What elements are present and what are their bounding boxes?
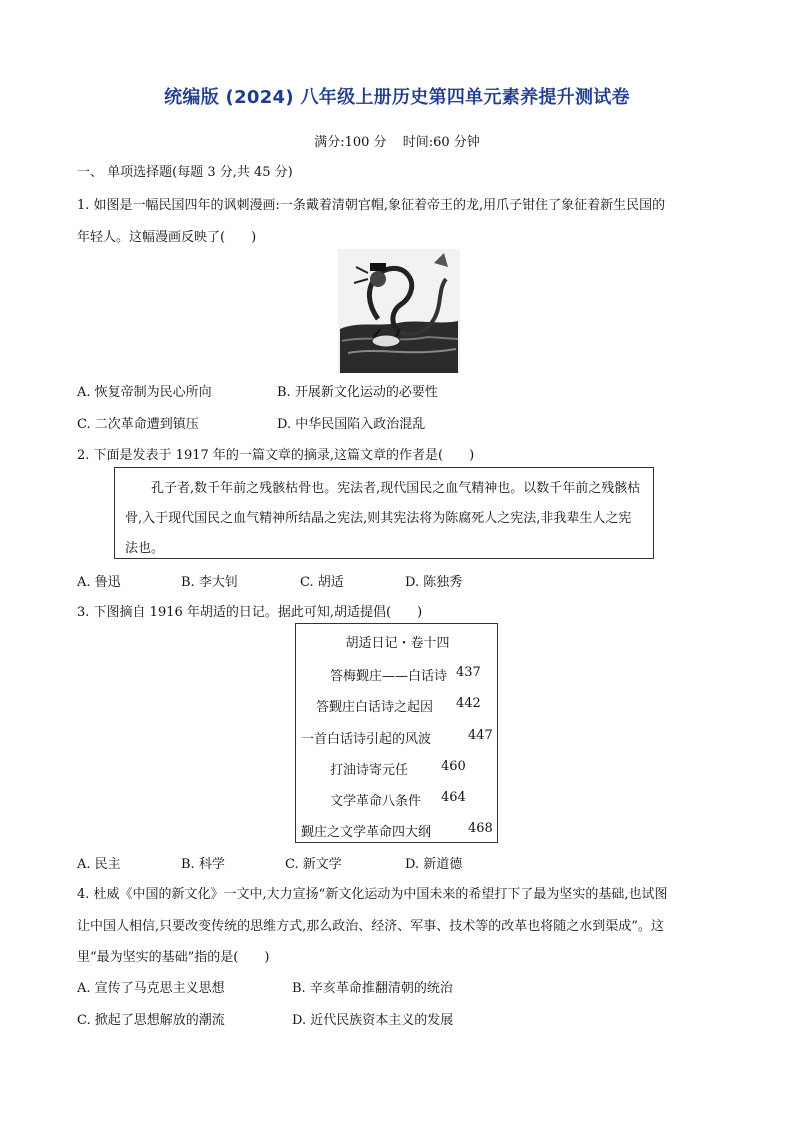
diary-entry-text: 答梅觐庄——白话诗 — [330, 669, 448, 684]
question-2-option-a[interactable]: A. 鲁迅 — [77, 575, 121, 590]
question-1-line-2: 年轻人。这幅漫画反映了( ) — [77, 230, 257, 245]
question-3-line-1: 3. 下图摘自 1916 年胡适的日记。据此可知,胡适提倡( ) — [77, 605, 423, 620]
cartoon-dragon-image — [338, 249, 460, 373]
diary-entry-text: 文学革命八条件 — [330, 794, 422, 809]
time-limit: 时间:60 分钟 — [402, 135, 480, 150]
question-1-line-1: 1. 如图是一幅民国四年的讽刺漫画:一条戴着清朝官帽,象征着帝王的龙,用爪子钳住了象征着新生民国的 — [77, 198, 666, 213]
question-3-option-c[interactable]: C. 新文学 — [285, 857, 342, 872]
quote-excerpt-box — [114, 467, 654, 559]
diary-title: 胡适日记・卷十四 — [345, 636, 450, 651]
diary-entry-text: 打油诗寄元任 — [330, 763, 409, 778]
diary-entry-text: 一首白话诗引起的风波 — [301, 732, 432, 747]
diary-entry-page: 447 — [468, 728, 493, 743]
quote-text: 孔子者,数千年前之残骸枯骨也。宪法者,现代国民之血气精神也。以数千年前之残骸枯骨,入于现代国民之血气精神所结晶之宪法,则其宪法将为陈腐死人之宪法,非我辈生人之宪法也。 — [125, 481, 641, 556]
question-4-option-b[interactable]: B. 辛亥革命推翻清朝的统治 — [292, 981, 453, 996]
exam-meta — [0, 131, 794, 150]
question-2-option-b[interactable]: B. 李大钊 — [181, 575, 238, 590]
question-2-option-d[interactable]: D. 陈独秀 — [405, 575, 463, 590]
section-heading: 一、 单项选择题(每题 3 分,共 45 分) — [77, 165, 293, 180]
question-1-option-d[interactable]: D. 中华民国陷入政治混乱 — [277, 417, 426, 432]
full-score: 满分:100 分 — [314, 135, 387, 150]
diary-entry-page: 437 — [456, 665, 481, 680]
question-3-option-d[interactable]: D. 新道德 — [405, 857, 463, 872]
diary-entry-page: 468 — [468, 821, 493, 836]
question-4-option-a[interactable]: A. 宣传了马克思主义思想 — [77, 981, 225, 996]
diary-entry-page: 442 — [456, 696, 481, 711]
question-4-option-d[interactable]: D. 近代民族资本主义的发展 — [292, 1013, 454, 1028]
question-4-option-c[interactable]: C. 掀起了思想解放的潮流 — [77, 1013, 225, 1028]
question-3-option-a[interactable]: A. 民主 — [77, 857, 121, 872]
question-3-option-b[interactable]: B. 科学 — [181, 857, 225, 872]
diary-entry-text: 觐庄之文学革命四大纲 — [301, 825, 432, 840]
question-1-option-c[interactable]: C. 二次革命遭到镇压 — [77, 417, 199, 432]
diary-table-of-contents — [295, 623, 498, 843]
question-4-line-2: 让中国人相信,只要改变传统的思维方式,那么政治、经济、军事、技术等的改革也将随之水到渠成”。这 — [77, 919, 664, 934]
diary-entry-text: 答觐庄白话诗之起因 — [316, 700, 434, 715]
question-2-line-1: 2. 下面是发表于 1917 年的一篇文章的摘录,这篇文章的作者是( ) — [77, 448, 475, 463]
question-2-option-c[interactable]: C. 胡适 — [300, 575, 344, 590]
diary-entry-page: 464 — [441, 790, 466, 805]
question-4-line-1: 4. 杜威《中国的新文化》一文中,大力宣扬“新文化运动为中国未来的希望打下了最为坚实的基础,也试图 — [77, 887, 668, 902]
page-title: 统编版 (2024) 八年级上册历史第四单元素养提升测试卷 — [164, 87, 630, 108]
diary-entry-page: 460 — [441, 759, 466, 774]
question-4-line-3: 里“最为坚实的基础”指的是( ) — [77, 950, 270, 965]
question-1-option-b[interactable]: B. 开展新文化运动的必要性 — [277, 385, 438, 400]
question-1-option-a[interactable]: A. 恢复帝制为民心所向 — [77, 385, 212, 400]
